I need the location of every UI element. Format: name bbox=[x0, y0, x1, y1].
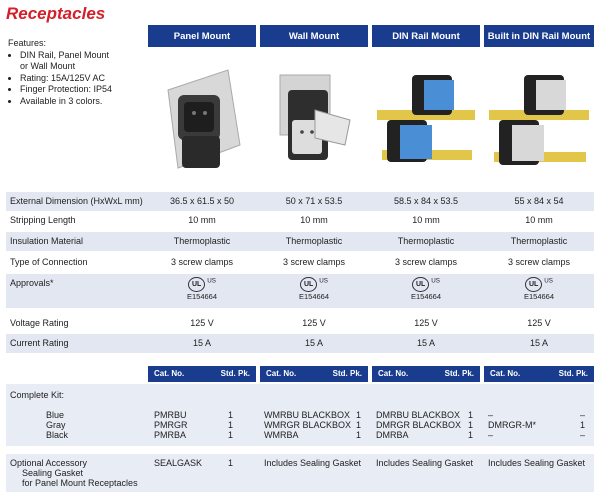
feature-item: • DIN Rail, Panel Mount bbox=[20, 50, 112, 62]
kit-std-pk: 1 bbox=[468, 420, 474, 430]
kit-cat-no: DMRBU BLACKBOX bbox=[376, 410, 461, 420]
ul-sub: US bbox=[207, 277, 216, 285]
kit-std-pk: 1 bbox=[580, 420, 586, 430]
complete-kit-section bbox=[6, 384, 594, 446]
kit-cat-no: WMRGR BLACKBOX bbox=[264, 420, 352, 430]
spec-value: 10 mm bbox=[525, 215, 553, 225]
feature-item: • Available in 3 colors. bbox=[20, 96, 112, 108]
ul-sub: US bbox=[544, 277, 553, 285]
ul-icon: UL bbox=[188, 277, 205, 292]
spec-row-voltage-rating bbox=[6, 314, 594, 333]
kit-cat-no: DMRBA bbox=[376, 430, 409, 440]
spec-value: 3 screw clamps bbox=[170, 257, 233, 267]
spec-row-current-rating bbox=[6, 334, 594, 353]
kit-cat-no: DMRGR BLACKBOX bbox=[376, 420, 462, 430]
panel-mount-receptacle-image bbox=[148, 50, 256, 182]
column-header-built-in-din-rail: Built in DIN Rail Mount bbox=[484, 25, 594, 47]
kit-std-pk: 1 bbox=[228, 420, 234, 430]
ul-file-number: E154664 bbox=[410, 292, 442, 301]
kit-std-pk: 1 bbox=[356, 420, 362, 430]
accessory-note: Includes Sealing Gasket bbox=[376, 458, 474, 468]
column-header-wall-mount: Wall Mount bbox=[260, 25, 368, 47]
spec-value: Thermoplastic bbox=[397, 236, 455, 246]
kit-color: Blue bbox=[46, 410, 65, 420]
kit-std-pk: 1 bbox=[468, 430, 474, 440]
ul-icon: UL bbox=[525, 277, 542, 292]
spec-label: Insulation Material bbox=[10, 236, 84, 246]
kit-cat-no: PMRBU bbox=[154, 410, 187, 420]
kit-header-std: Std. Pk. bbox=[220, 369, 250, 378]
ul-sub: US bbox=[431, 277, 440, 285]
accessory-label: Optional Accessory bbox=[10, 458, 88, 468]
kit-cat-no: PMRGR bbox=[154, 420, 188, 430]
page-title: Receptacles bbox=[6, 4, 106, 23]
kit-cat-no: DMRGR-M* bbox=[488, 420, 536, 430]
kit-std-pk: – bbox=[580, 430, 586, 440]
spec-row-external-dimension bbox=[6, 192, 594, 211]
features-list bbox=[8, 50, 112, 108]
spec-label: External Dimension (HxWxL mm) bbox=[10, 196, 143, 206]
kit-cat-no: PMRBA bbox=[154, 430, 187, 440]
ul-file-number: E154664 bbox=[186, 292, 218, 301]
kit-header-builtin bbox=[484, 366, 594, 382]
spec-value: Thermoplastic bbox=[510, 236, 568, 246]
kit-cat-no: – bbox=[488, 430, 494, 440]
column-header-din-rail-mount: DIN Rail Mount bbox=[372, 25, 480, 47]
spec-value: 58.5 x 84 x 53.5 bbox=[393, 196, 459, 206]
kit-std-pk: 1 bbox=[356, 410, 362, 420]
kit-color: Black bbox=[46, 430, 69, 440]
spec-value: 125 V bbox=[527, 318, 551, 328]
kit-std-pk: 1 bbox=[468, 410, 474, 420]
din-rail-receptacle-image bbox=[372, 50, 480, 182]
kit-header-panel bbox=[148, 366, 256, 382]
kit-label: Complete Kit: bbox=[10, 390, 65, 400]
features-heading: Features: bbox=[8, 38, 47, 48]
spec-value: 36.5 x 61.5 x 50 bbox=[169, 196, 235, 206]
kit-header-wall bbox=[260, 366, 368, 382]
built-in-din-rail-receptacle-image bbox=[484, 50, 594, 182]
spec-value: 125 V bbox=[414, 318, 438, 328]
kit-cat-no: WMRBU BLACKBOX bbox=[264, 410, 351, 420]
spec-row-insulation-material bbox=[6, 232, 594, 251]
kit-std-pk: 1 bbox=[228, 430, 234, 440]
ul-listing-mark bbox=[372, 277, 480, 301]
accessory-cat-no: SEALGASK bbox=[154, 458, 203, 468]
kit-std-pk: 1 bbox=[356, 430, 362, 440]
spec-label: Stripping Length bbox=[10, 215, 76, 225]
spec-value: 10 mm bbox=[188, 215, 216, 225]
kit-cat-no: WMRBA bbox=[264, 430, 299, 440]
spec-label: Type of Connection bbox=[10, 257, 88, 267]
spec-value: Thermoplastic bbox=[285, 236, 343, 246]
spec-row-approvals bbox=[6, 274, 594, 308]
spec-value: 3 screw clamps bbox=[282, 257, 345, 267]
kit-header-cat: Cat. No. bbox=[266, 369, 297, 378]
kit-header-din bbox=[372, 366, 480, 382]
accessory-std-pk: 1 bbox=[228, 458, 234, 468]
kit-header-std: Std. Pk. bbox=[332, 369, 362, 378]
spec-value: 55 x 84 x 54 bbox=[514, 196, 564, 206]
ul-listing-mark bbox=[484, 277, 594, 301]
spec-value: 15 A bbox=[304, 338, 324, 348]
accessory-note: Includes Sealing Gasket bbox=[264, 458, 362, 468]
spec-value: 50 x 71 x 53.5 bbox=[285, 196, 343, 206]
ul-file-number: E154664 bbox=[298, 292, 330, 301]
spec-value: 10 mm bbox=[412, 215, 440, 225]
feature-item-cont: or Wall Mount bbox=[20, 61, 76, 71]
kit-header-std: Std. Pk. bbox=[444, 369, 474, 378]
kit-header-cat: Cat. No. bbox=[378, 369, 409, 378]
column-header-panel-mount: Panel Mount bbox=[148, 25, 256, 47]
feature-item: • Finger Protection: IP54 bbox=[20, 84, 112, 96]
spec-label: Voltage Rating bbox=[10, 318, 69, 328]
kit-color: Gray bbox=[46, 420, 66, 430]
spec-label: Current Rating bbox=[10, 338, 69, 348]
spec-value: 3 screw clamps bbox=[507, 257, 570, 267]
ul-listing-mark bbox=[260, 277, 368, 301]
ul-sub: US bbox=[319, 277, 328, 285]
spec-value: 15 A bbox=[192, 338, 212, 348]
spec-value: 125 V bbox=[302, 318, 326, 328]
spec-value: 15 A bbox=[529, 338, 549, 348]
ul-file-number: E154664 bbox=[523, 292, 555, 301]
spec-row-stripping-length bbox=[6, 211, 594, 230]
accessory-label: Sealing Gasket bbox=[22, 468, 84, 478]
features-block bbox=[8, 38, 112, 107]
spec-value: Thermoplastic bbox=[173, 236, 231, 246]
accessory-label: for Panel Mount Receptacles bbox=[22, 478, 138, 488]
spec-value: 3 screw clamps bbox=[394, 257, 457, 267]
spec-label: Approvals* bbox=[10, 278, 54, 288]
spec-value: 10 mm bbox=[300, 215, 328, 225]
wall-mount-receptacle-image bbox=[260, 50, 368, 182]
optional-accessory-section bbox=[6, 454, 594, 492]
ul-icon: UL bbox=[412, 277, 429, 292]
spec-row-type-of-connection bbox=[6, 253, 594, 272]
feature-item: • Rating: 15A/125V AC bbox=[20, 73, 112, 85]
kit-header-cat: Cat. No. bbox=[490, 369, 521, 378]
kit-std-pk: 1 bbox=[228, 410, 234, 420]
spec-value: 15 A bbox=[416, 338, 436, 348]
ul-icon: UL bbox=[300, 277, 317, 292]
ul-listing-mark bbox=[148, 277, 256, 301]
kit-cat-no: – bbox=[488, 410, 494, 420]
kit-std-pk: – bbox=[580, 410, 586, 420]
accessory-note: Includes Sealing Gasket bbox=[488, 458, 586, 468]
kit-header-cat: Cat. No. bbox=[154, 369, 185, 378]
kit-header-std: Std. Pk. bbox=[558, 369, 588, 378]
spec-value: 125 V bbox=[190, 318, 214, 328]
